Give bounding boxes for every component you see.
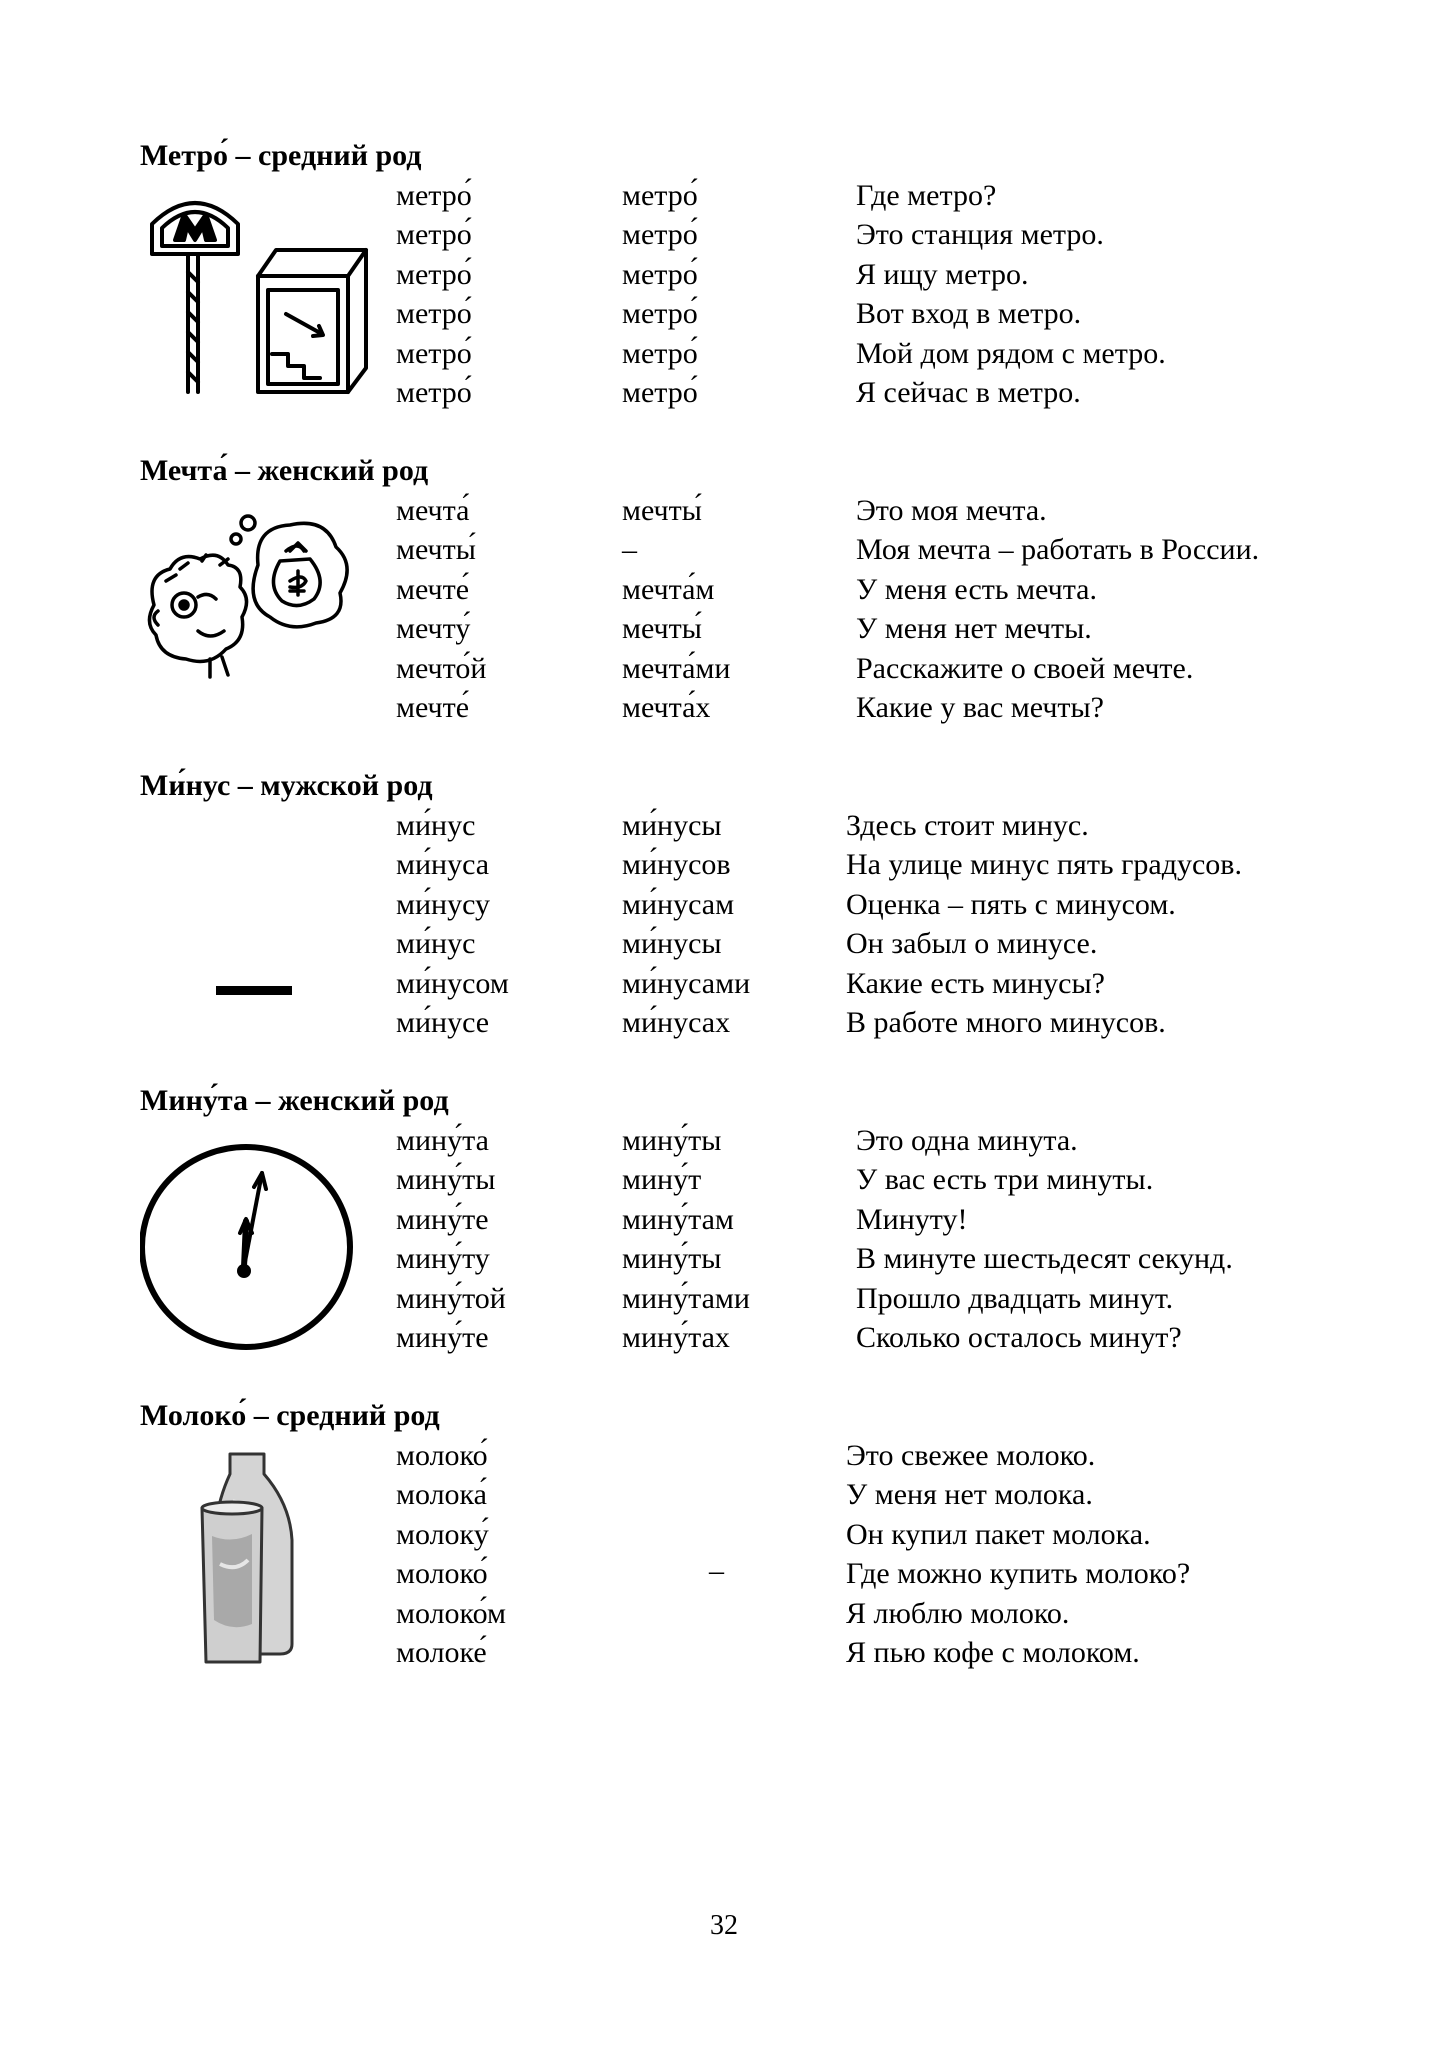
metro-station-illustration <box>140 184 370 414</box>
entry-heading: Молоко́ – средний род <box>140 1399 440 1432</box>
singular-form: молоко́ <box>396 1557 488 1591</box>
example-sentence: В работе много минусов. <box>846 1005 1166 1039</box>
example-sentence: Я пью кофе с молоком. <box>846 1635 1140 1669</box>
clock-illustration <box>140 1129 370 1359</box>
minus-sign-drawing <box>140 814 370 1044</box>
singular-forms-column <box>396 491 486 727</box>
plural-form: ми́нусы <box>622 809 722 842</box>
example-sentence: Моя мечта – работать в России. <box>856 533 1260 567</box>
singular-form: мину́та <box>396 1124 489 1157</box>
example-sentence: Это одна минута. <box>856 1124 1078 1157</box>
plural-form: метро́ <box>622 179 698 212</box>
example-sentences-column <box>846 1436 1190 1672</box>
singular-form: мину́те <box>396 1202 489 1236</box>
plural-form: ми́нусах <box>622 1005 731 1039</box>
singular-form: мину́ты <box>396 1163 496 1197</box>
singular-form: молоке́ <box>396 1635 487 1669</box>
entry-heading: Ми́нус – мужской род <box>140 769 433 802</box>
plural-forms-column <box>622 1121 750 1357</box>
plural-form: ми́нусам <box>622 887 735 921</box>
example-sentence: Я люблю молоко. <box>846 1596 1070 1630</box>
singular-form: мечто́й <box>396 651 487 685</box>
example-sentence: Где можно купить молоко? <box>846 1557 1191 1591</box>
singular-form: метро́ <box>396 257 472 291</box>
entry-heading: Метро́ – средний род <box>140 139 422 172</box>
entry-heading: Мину́та – женский род <box>140 1084 449 1117</box>
singular-form: мину́те <box>396 1320 489 1354</box>
singular-form: молока́ <box>396 1478 487 1512</box>
minus-sign-illustration <box>140 814 370 1044</box>
example-sentences-column <box>856 491 1259 727</box>
no-plural-dash: – <box>709 1554 724 1587</box>
singular-form: мечты́ <box>396 533 476 567</box>
plural-forms-column <box>622 806 750 1042</box>
plural-form: метро́ <box>622 375 698 409</box>
example-sentence: В минуте шестьдесят секунд. <box>856 1242 1233 1276</box>
plural-form: мечта́х <box>622 690 711 724</box>
singular-form: мину́той <box>396 1281 506 1315</box>
plural-forms-column <box>622 176 698 412</box>
plural-form: мечта́м <box>622 572 715 606</box>
example-sentence: Я ищу метро. <box>856 257 1029 291</box>
example-sentence: Это станция метро. <box>856 218 1104 252</box>
plural-form: мину́тах <box>622 1320 730 1354</box>
dreaming-man-drawing <box>140 499 370 729</box>
entry-milk <box>0 1396 1448 1706</box>
example-sentence: Какие есть минусы? <box>846 966 1105 1000</box>
plural-form: мечты́ <box>622 494 702 527</box>
example-sentence: Где метро? <box>856 179 997 212</box>
singular-form: ми́нус <box>396 927 476 961</box>
example-sentence: Какие у вас мечты? <box>856 690 1104 724</box>
example-sentence: Он забыл о минусе. <box>846 927 1098 961</box>
example-sentence: У вас есть три минуты. <box>856 1163 1154 1197</box>
plural-form: мину́там <box>622 1202 734 1236</box>
singular-forms-column <box>396 1436 506 1672</box>
milk-bottle-and-glass-drawing <box>140 1444 370 1674</box>
singular-form: метро́ <box>396 179 472 212</box>
plural-form: метро́ <box>622 218 698 252</box>
singular-form: ми́нус <box>396 809 476 842</box>
example-sentences-column <box>846 806 1242 1042</box>
example-sentence: Расскажите о своей мечте. <box>856 651 1194 685</box>
example-sentence: Оценка – пять с минусом. <box>846 887 1176 921</box>
example-sentences-column <box>856 1121 1233 1357</box>
singular-form: ми́нусе <box>396 1005 490 1039</box>
singular-form: мечту́ <box>396 612 471 646</box>
singular-form: мину́ту <box>396 1242 490 1276</box>
example-sentences-column <box>856 176 1166 412</box>
example-sentence: Здесь стоит минус. <box>846 809 1089 842</box>
singular-form: молоко́м <box>396 1596 507 1630</box>
plural-form: мину́ты <box>622 1242 722 1276</box>
example-sentence: У меня есть мечта. <box>856 572 1097 606</box>
singular-form: мечта́ <box>396 494 470 527</box>
singular-form: метро́ <box>396 218 472 252</box>
singular-form: мечте́ <box>396 572 470 606</box>
metro-station-drawing <box>140 184 370 414</box>
singular-form: молоко́ <box>396 1439 488 1472</box>
plural-forms-column <box>622 491 730 727</box>
plural-form: ми́нусы <box>622 927 722 961</box>
example-sentence: Сколько осталось минут? <box>856 1320 1182 1354</box>
clock-drawing <box>140 1129 370 1359</box>
plural-form: – <box>622 533 637 567</box>
dreaming-man-illustration <box>140 499 370 729</box>
example-sentence: Прошло двадцать минут. <box>856 1281 1174 1315</box>
example-sentence: На улице минус пять градусов. <box>846 848 1242 882</box>
entry-dream <box>0 451 1448 761</box>
singular-form: мечте́ <box>396 690 470 724</box>
entry-minus <box>0 766 1448 1076</box>
example-sentence: Вот вход в метро. <box>856 297 1082 331</box>
plural-form: ми́нусами <box>622 966 751 1000</box>
page-number: 32 <box>710 1910 738 1941</box>
example-sentence: Это моя мечта. <box>856 494 1047 527</box>
example-sentence: Я сейчас в метро. <box>856 375 1081 409</box>
plural-form: мечты́ <box>622 612 702 646</box>
singular-forms-column <box>396 176 472 412</box>
entry-heading: Мечта́ – женский род <box>140 454 429 487</box>
singular-form: метро́ <box>396 297 472 331</box>
singular-form: метро́ <box>396 336 472 370</box>
example-sentence: У меня нет молока. <box>846 1478 1093 1512</box>
entry-metro <box>0 136 1448 446</box>
plural-form: мину́ты <box>622 1124 722 1157</box>
singular-form: ми́нусу <box>396 887 491 921</box>
example-sentence: Это свежее молоко. <box>846 1439 1096 1472</box>
plural-form: метро́ <box>622 257 698 291</box>
plural-form: мину́тами <box>622 1281 750 1315</box>
singular-form: метро́ <box>396 375 472 409</box>
singular-form: ми́нусом <box>396 966 509 1000</box>
singular-form: ми́нуса <box>396 848 490 882</box>
singular-forms-column <box>396 806 509 1042</box>
singular-form: молоку́ <box>396 1517 489 1551</box>
milk-illustration <box>140 1444 370 1674</box>
plural-form: мину́т <box>622 1163 702 1197</box>
plural-form: ми́нусов <box>622 848 731 882</box>
plural-form: метро́ <box>622 297 698 331</box>
example-sentence: Минуту! <box>856 1202 968 1236</box>
entry-minute <box>0 1081 1448 1391</box>
plural-form: мечта́ми <box>622 651 731 685</box>
example-sentence: Мой дом рядом с метро. <box>856 336 1166 370</box>
plural-form: метро́ <box>622 336 698 370</box>
example-sentence: Он купил пакет молока. <box>846 1517 1151 1551</box>
example-sentence: У меня нет мечты. <box>856 612 1092 646</box>
singular-forms-column <box>396 1121 506 1357</box>
